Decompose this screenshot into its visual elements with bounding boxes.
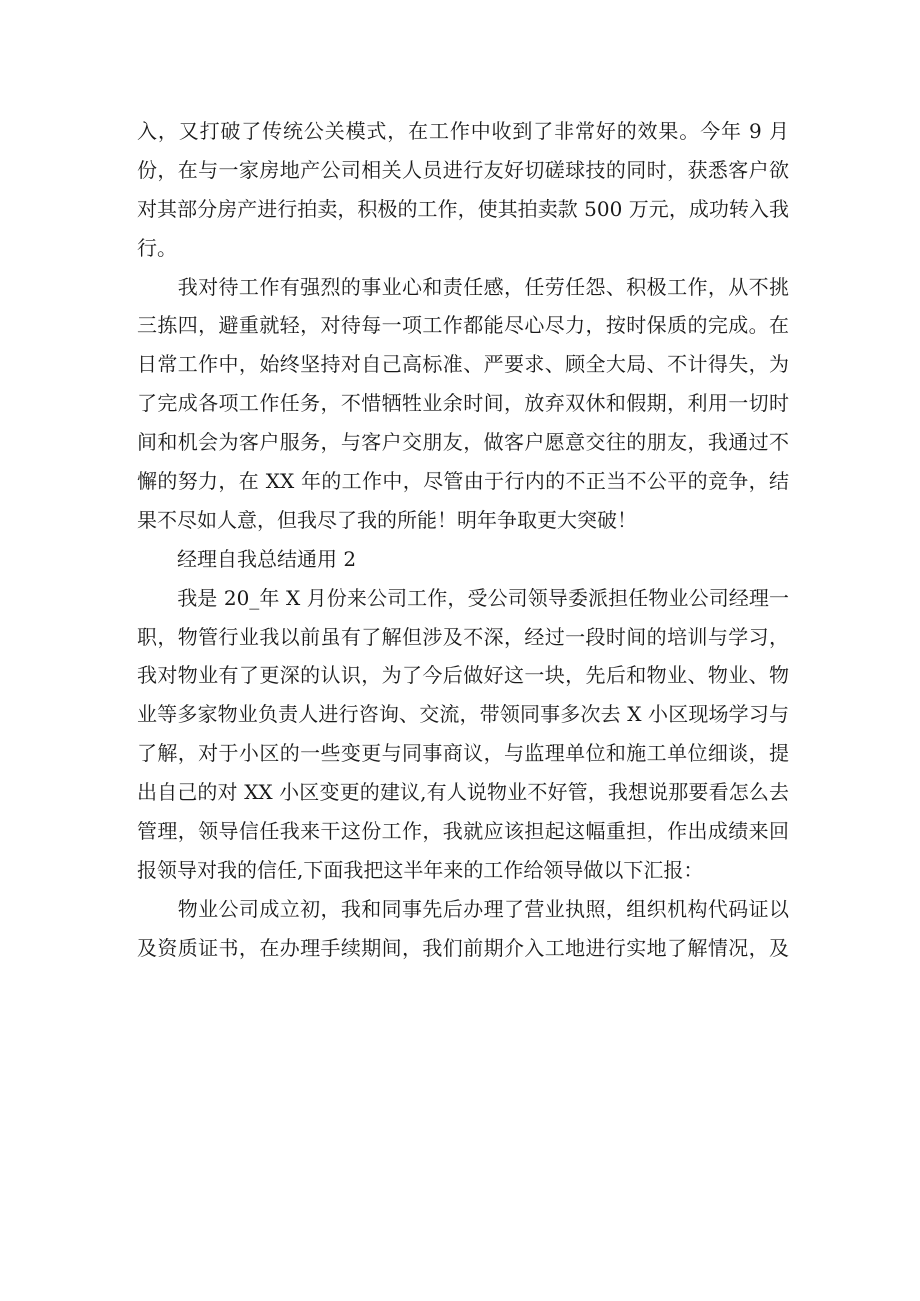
text-line: 管理，领导信任我来干这份工作，我就应该担起这幅重担，作出成绩来回	[137, 819, 789, 844]
text-line: 了完成各项工作任务，不惜牺牲业余时间，放弃双休和假期，利用一切时	[137, 391, 789, 416]
text-line: 日常工作中，始终坚持对自己高标准、严要求、顾全大局、不计得失，为	[137, 352, 789, 377]
text-line: 份，在与一家房地产公司相关人员进行友好切磋球技的同时，获悉客户欲	[137, 157, 789, 182]
text-line: 对其部分房产进行拍卖，积极的工作，使其拍卖款 500 万元，成功转入我	[137, 196, 789, 221]
text-line: 我是 20_年 X 月份来公司工作，受公司领导委派担任物业公司经理一	[137, 585, 789, 610]
text-line: 果不尽如人意，但我尽了我的所能！明年争取更大突破！	[137, 507, 637, 532]
document-body	[137, 112, 789, 968]
text-line: 业等多家物业负责人进行咨询、交流，带领同事多次去 X 小区现场学习与	[137, 702, 789, 727]
text-line: 我对物业有了更深的认识，为了今后做好这一块，先后和物业、物业、物	[137, 663, 789, 688]
paragraph-2	[137, 268, 789, 540]
text-line: 间和机会为客户服务，与客户交朋友，做客户愿意交往的朋友，我通过不	[137, 430, 789, 455]
paragraph-4	[137, 579, 789, 890]
text-line: 我对待工作有强烈的事业心和责任感，任劳任怨、积极工作，从不挑	[137, 274, 789, 299]
text-line: 报领导对我的信任,下面我把这半年来的工作给领导做以下汇报：	[137, 857, 704, 882]
section-heading	[137, 540, 789, 579]
text-line: 出自己的对 XX 小区变更的建议,有人说物业不好管，我想说那要看怎么去	[137, 780, 789, 805]
heading-text: 经理自我总结通用 2	[137, 546, 357, 571]
paragraph-5	[137, 890, 789, 968]
text-line: 物业公司成立初，我和同事先后办理了营业执照，组织机构代码证以	[137, 896, 789, 921]
text-line: 及资质证书，在办理手续期间，我们前期介入工地进行实地了解情况，及	[137, 935, 789, 960]
paragraph-1	[137, 112, 789, 268]
text-line: 行。	[137, 235, 177, 260]
text-line: 了解，对于小区的一些变更与同事商议，与监理单位和施工单位细谈，提	[137, 741, 789, 766]
text-line: 懈的努力，在 XX 年的工作中，尽管由于行内的不正当不公平的竞争，结	[137, 469, 789, 494]
text-line: 三拣四，避重就轻，对待每一项工作都能尽心尽力，按时保质的完成。在	[137, 313, 789, 338]
text-line: 职，物管行业我以前虽有了解但涉及不深，经过一段时间的培训与学习，	[137, 624, 789, 649]
text-line: 入，又打破了传统公关模式，在工作中收到了非常好的效果。今年 9 月	[137, 119, 789, 143]
